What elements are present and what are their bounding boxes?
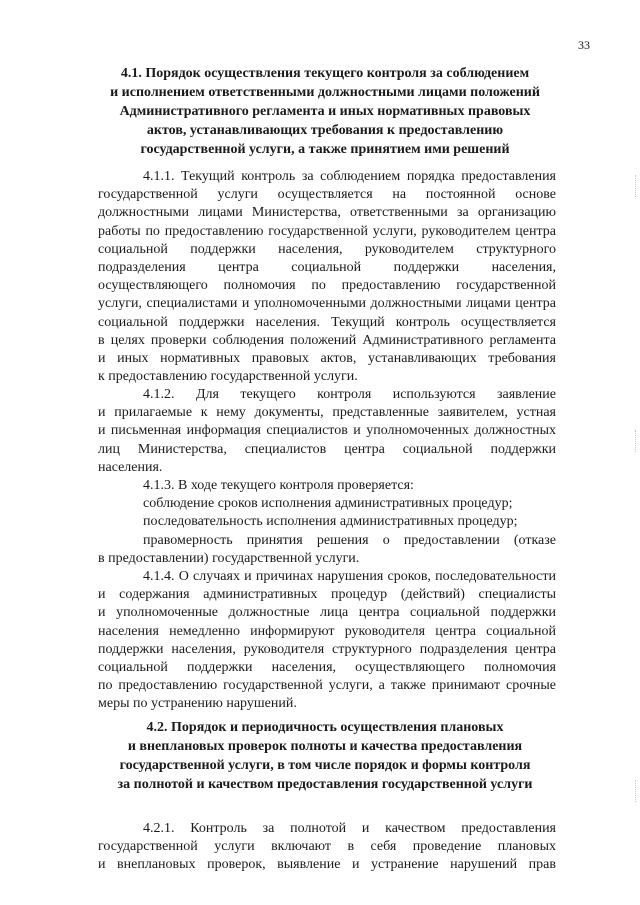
text-line: должностными лицами Министерства, ответственными за организацию [98, 205, 556, 221]
text-line: и уполномоченные должностные лица центра социальной поддержки [98, 605, 556, 621]
heading-line: актов, устанавливающих требования к предоставлению [146, 123, 504, 138]
text-line: в предоставлении) государственной услуги. [98, 550, 360, 566]
heading-line: Административного регламента и иных нормативных правовых [119, 104, 531, 119]
section-heading-4-2 [90, 718, 560, 794]
heading-line: и внеплановых проверок полноты и качества предоставления [127, 739, 523, 754]
text-line: осуществляющего полномочия по предоставлению государственной [98, 278, 556, 294]
paragraph-4-2-1 [98, 820, 556, 875]
paragraph-4-1-3 [98, 477, 556, 568]
paragraph-4-1-4 [98, 568, 556, 714]
text-line: по предоставлению государственной услуги, а также принимают срочные [98, 678, 556, 694]
text-line: и иных нормативных правовых актов, устанавливающих требования [98, 351, 556, 367]
text-line: и внеплановых проверок, выявление и устранение нарушений прав [98, 857, 556, 873]
text-line: и содержания административных процедур (действий) специалисты [98, 587, 556, 603]
text-line: государственной услуги осуществляется на постоянной основе [98, 187, 556, 203]
text-line: поддержки населения, руководителя структурного подразделения центра [98, 641, 556, 657]
paragraph-4-1-2 [98, 386, 556, 477]
scan-mark [634, 780, 636, 802]
text-line: последовательность исполнения административных процедур; [143, 514, 518, 530]
text-line: 4.1.1. Текущий контроль за соблюдением порядка предоставления [143, 169, 556, 184]
text-line: 4.1.4. О случаях и причинах нарушения сроков, последовательности [143, 569, 556, 584]
text-line: населения. [98, 459, 163, 475]
heading-line: 4.2. Порядок и периодичность осуществления плановых [146, 720, 504, 735]
paragraph-4-1-1 [98, 168, 556, 386]
heading-line: государственной услуги, в том числе порядок и формы контроля [119, 758, 531, 773]
heading-line: 4.1. Порядок осуществления текущего контроля за соблюдением [120, 66, 530, 81]
text-line: к предоставлению государственной услуги. [98, 369, 358, 385]
heading-line: за полнотой и качеством предоставления государственной услуги [117, 777, 533, 792]
text-line: государственной услуги включают в себя проведение плановых [98, 839, 556, 855]
text-line: в целях проверки соблюдения положений Административного регламента [98, 332, 556, 348]
heading-line: государственной услуги, а также принятием ими решений [140, 142, 510, 157]
text-line: правомерность принятия решения о предоставлении (отказе [143, 532, 556, 548]
text-line: 4.1.3. В ходе текущего контроля проверяется: [143, 478, 414, 493]
page-number: 33 [578, 38, 590, 52]
text-line: меры по устранению нарушений. [98, 696, 297, 712]
scan-mark [634, 430, 636, 452]
text-line: и письменная информация специалистов и уполномоченных должностных [98, 423, 556, 439]
text-line: 4.1.2. Для текущего контроля используются заявление [143, 387, 556, 402]
text-line: социальной поддержки населения, руководителем структурного [98, 241, 556, 257]
text-line: соблюдение сроков исполнения административных процедур; [143, 496, 513, 512]
heading-line: и исполнением ответственными должностными лицами положений [110, 85, 540, 100]
text-line: услуги, специалистами и уполномоченными должностными лицами центра [98, 296, 556, 312]
scan-mark [634, 175, 636, 197]
text-line: 4.2.1. Контроль за полнотой и качеством предоставления [143, 821, 556, 836]
text-line: социальной поддержки населения, осуществляющего полномочия [98, 660, 556, 676]
text-line: населения немедленно информируют руководителя центра социальной [98, 623, 556, 639]
text-line: и прилагаемые к нему документы, представленные заявителем, устная [98, 405, 556, 421]
text-line: подразделения центра социальной поддержки населения, [98, 260, 556, 276]
text-line: работы по предоставлению государственной услуги, руководителем центра [98, 223, 556, 239]
text-line: социальной поддержки населения. Текущий контроль осуществляется [98, 314, 556, 330]
section-heading-4-1 [90, 64, 560, 159]
text-line: лиц Министерства, специалистов центра социальной поддержки [98, 441, 556, 457]
